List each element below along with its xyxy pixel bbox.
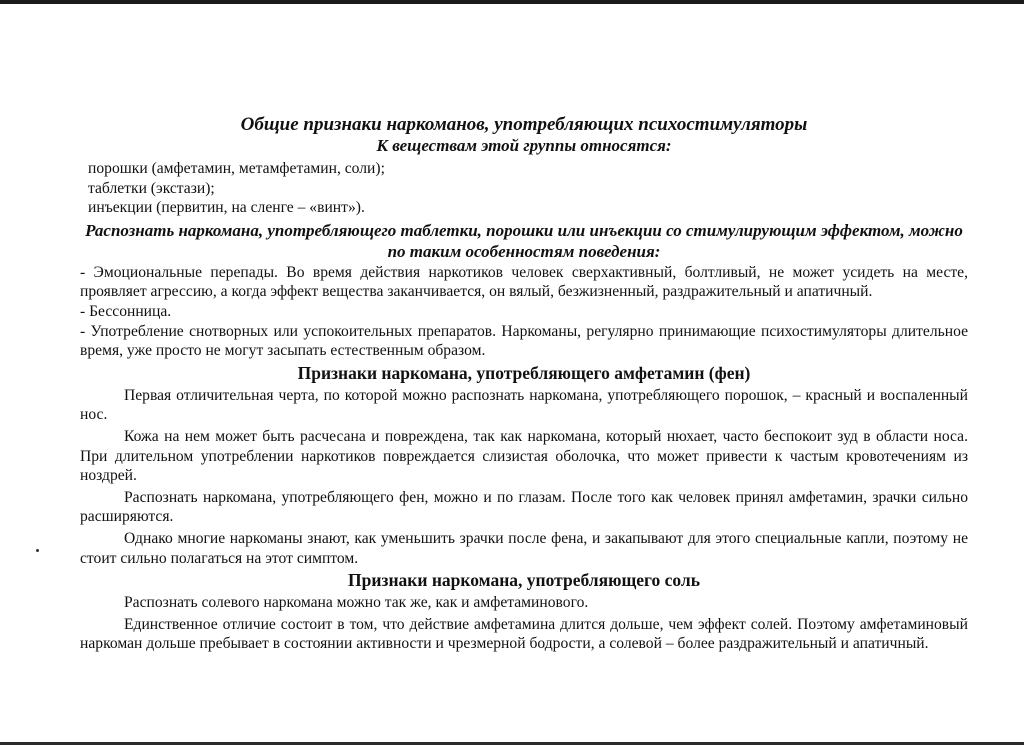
amphetamine-paragraph: Кожа на нем может быть расчесана и повреждена, так как наркомана, который нюхает, часто беспокоит зуд в области носа. При длительном употреблении наркотиков повреждается слизистая оболочка, что может привести к частым кровотечениям из ноздрей. (80, 427, 968, 485)
salt-section (80, 593, 968, 654)
substances-list (80, 159, 968, 218)
substance-item: инъекции (первитин, на сленге – «винт»). (88, 199, 365, 217)
amphetamine-paragraph: Первая отличительная черта, по которой можно распознать наркомана, употребляющего порошок, – красный и воспаленный нос. (80, 386, 968, 424)
behavior-heading: Распознать наркомана, употребляющего таблетки, порошки или инъекции со стимулирующим эффектом, можно по таким особенностям поведения: (85, 220, 963, 261)
salt-paragraph: Распознать солевого наркомана можно так же, как и амфетаминового. (124, 594, 589, 612)
behavior-item: - Употребление снотворных или успокоительных препаратов. Наркоманы, регулярно принимающие психостимуляторы длительное время, уже просто не могут засыпать естественным образом. (80, 322, 968, 360)
substance-item: таблетки (экстази); (88, 179, 215, 197)
salt-heading: Признаки наркомана, употребляющего соль (348, 570, 700, 591)
scan-top-edge (0, 0, 1024, 4)
salt-paragraph: Единственное отличие состоит в том, что действие амфетамина длится дольше, чем эффект солей. Поэтому амфетаминовый наркоман дольше пребывает в состоянии активности и чрезмерной бодрости, а солевой – более раздражительный и апатичный. (80, 615, 968, 653)
document-page (80, 114, 968, 654)
substance-item: порошки (амфетамин, метамфетамин, соли); (88, 160, 385, 177)
behavior-list (80, 263, 968, 361)
amphetamine-section (80, 386, 968, 568)
document-title: Общие признаки наркоманов, употребляющих психостимуляторы (240, 114, 808, 135)
amphetamine-heading: Признаки наркомана, употребляющего амфетамин (фен) (297, 362, 751, 383)
amphetamine-paragraph: Распознать наркомана, употребляющего фен, можно и по глазам. После того как человек принял амфетамин, зрачки сильно расширяются. (80, 488, 968, 526)
amphetamine-paragraph: Однако многие наркоманы знают, как уменьшить зрачки после фена, и закапывают для этого специальные капли, поэтому не стоит сильно полагаться на этот симптом. (80, 529, 968, 567)
substances-heading: К веществам этой группы относятся: (376, 136, 672, 155)
behavior-item: - Бессонница. (80, 302, 172, 320)
behavior-item: - Эмоциональные перепады. Во время действия наркотиков человек сверхактивный, болтливый, не может усидеть на месте, проявляет агрессию, а когда эффект вещества заканчивается, он вялый, безжизненный, раздражительный и апатичный. (80, 263, 968, 301)
scan-speck (36, 549, 39, 552)
